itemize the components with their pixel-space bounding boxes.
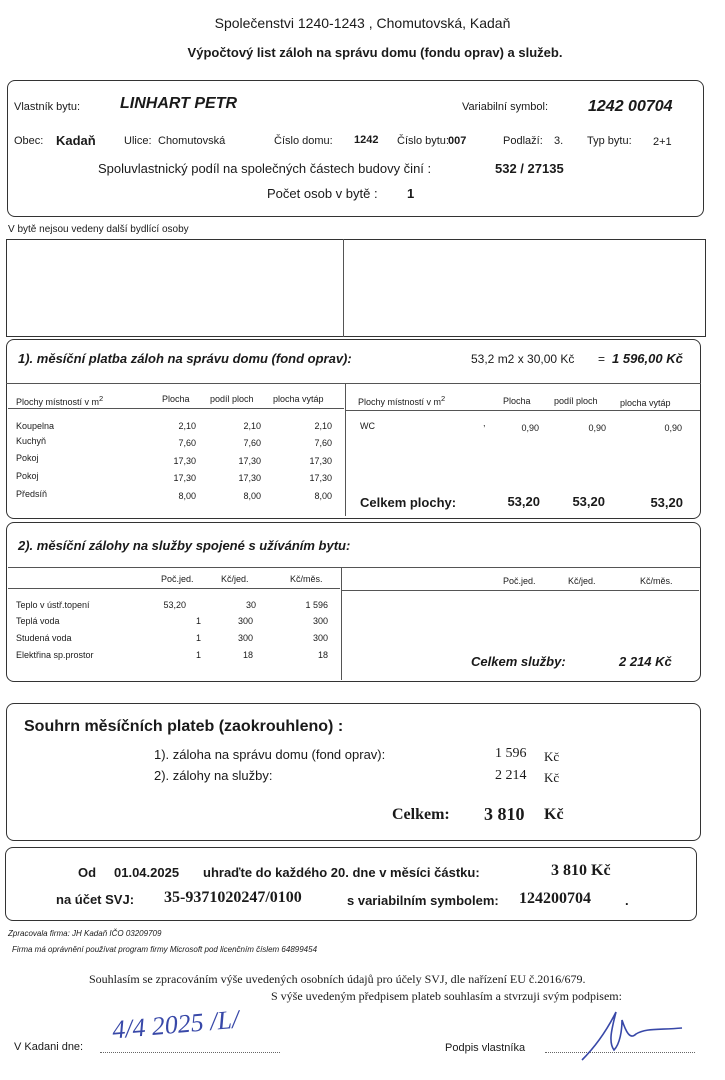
table-cell: 0,90 <box>588 423 606 433</box>
s1-hdr-plocha-right: Plocha <box>503 396 531 406</box>
celkem-plochy-label: Celkem plochy: <box>360 495 457 510</box>
section1-title: 1). měsíční platba záloh na správu domu (fond oprav): <box>18 351 352 366</box>
table-cell: 1 <box>195 616 201 626</box>
summary-line2-currency: Kč <box>544 770 560 785</box>
cislo-bytu-label: Číslo bytu: <box>397 135 449 147</box>
podlazi-value: 3. <box>554 135 564 147</box>
table-cell: 8,00 <box>243 491 261 501</box>
table-cell: 300 <box>237 633 253 643</box>
section2-title: 2). měsíční zálohy na služby spojené s užíváním bytu: <box>18 538 351 553</box>
page-title: Výpočtový list záloh na správu domu (fondu oprav) a služeb. <box>187 45 563 60</box>
payment-vs-value: 124200704 <box>519 890 591 907</box>
podlazi-label: Podlaží: <box>503 135 543 147</box>
section2-vdivider <box>341 568 342 680</box>
table-cell: 7,60 <box>178 438 196 448</box>
payment-vs-label: s variabilním symbolem: <box>347 893 499 908</box>
summary-line1-label: 1). záloha na správu domu (fond oprav): <box>154 747 386 762</box>
ucet-label: na účet SVJ: <box>56 892 135 907</box>
s2-right-header-line <box>342 590 699 591</box>
other-persons-box <box>6 239 706 337</box>
summary-celkem-currency: Kč <box>544 806 564 823</box>
other-persons-label: V bytě nejsou vedeny další bydlící osoby <box>8 224 189 235</box>
payment-text: uhraďte do každého 20. dne v měsíci částku: <box>203 865 480 880</box>
owner-label: Vlastník bytu: <box>14 101 81 113</box>
od-label: Od <box>78 865 97 880</box>
s1-hdr-podil-left: podíl ploch <box>210 394 254 404</box>
s1-hdr-room-left-sup: 2 <box>99 394 104 403</box>
table-row: Pokoj <box>16 471 39 481</box>
table-row: Pokoj <box>16 453 39 463</box>
table-row: Koupelna <box>16 421 55 431</box>
table-cell: 0,90 <box>521 423 539 433</box>
table-cell: 17,30 <box>238 456 261 466</box>
podpis-label: Podpis vlastníka <box>445 1042 526 1054</box>
s2-left-header-line <box>8 588 340 589</box>
typ-value: 2+1 <box>653 136 672 148</box>
table-cell: 1 <box>195 650 201 660</box>
podil-value: 532 / 27135 <box>495 161 564 176</box>
s1-hdr-vytap-left: plocha vytáp <box>273 394 324 404</box>
s2-hdr-poc-left: Poč.jed. <box>161 574 194 584</box>
table-cell: 2,10 <box>178 421 196 431</box>
consent-line1: Souhlasím se zpracováním výše uvedených osobních údajů pro účely SVJ, dle nařízení EU č.2016/679. <box>89 972 586 986</box>
table-cell: 8,00 <box>314 491 332 501</box>
table-row: Teplá voda <box>16 616 60 626</box>
s2-hdr-kc-left: Kč/jed. <box>221 574 249 584</box>
payment-dot: . <box>625 893 629 908</box>
s1-left-header-line <box>8 408 344 409</box>
summary-line2-value: 2 214 <box>495 768 527 783</box>
tick-mark: , <box>483 418 486 428</box>
cislo-domu-label: Číslo domu: <box>274 135 333 147</box>
s2-hdr-poc-right: Poč.jed. <box>503 576 536 586</box>
other-persons-divider <box>343 239 344 337</box>
table-cell: 17,30 <box>309 473 332 483</box>
table-cell: 2,10 <box>243 421 261 431</box>
celkem-podil: 53,20 <box>572 494 605 509</box>
od-date: 01.04.2025 <box>114 865 180 880</box>
summary-celkem-value: 3 810 <box>484 804 525 824</box>
typ-label: Typ bytu: <box>587 135 632 147</box>
s1-right-header-line <box>346 410 700 411</box>
s1-hdr-room-left <box>16 394 103 407</box>
s1-hdr-room-right-sup: 2 <box>441 394 446 403</box>
kadan-label: V Kadani dne: <box>14 1041 84 1053</box>
ulice-value: Chomutovská <box>158 135 226 147</box>
celkem-sluzby-value: 2 214 Kč <box>619 654 672 669</box>
cislo-bytu-value: 007 <box>448 135 467 147</box>
table-cell: 18 <box>242 650 253 660</box>
table-row: Kuchyň <box>16 436 47 446</box>
table-row: Teplo v ústř.topení <box>16 600 90 610</box>
table-cell: 18 <box>317 650 328 660</box>
section2-divider <box>8 567 700 568</box>
osob-value: 1 <box>407 186 415 201</box>
cislo-domu-value: 1242 <box>354 134 379 146</box>
s2-hdr-mes-left: Kč/měs. <box>290 574 323 584</box>
vs-value: 1242 00704 <box>588 98 673 115</box>
s1-hdr-plocha-left: Plocha <box>162 394 190 404</box>
payment-amount: 3 810 Kč <box>551 862 611 879</box>
date-dotted-line <box>100 1052 280 1053</box>
osob-label: Počet osob v bytě : <box>267 186 378 201</box>
obec-value: Kadaň <box>56 133 96 148</box>
table-cell: 2,10 <box>314 421 332 431</box>
table-cell: 17,30 <box>238 473 261 483</box>
zpracovala: Zpracovala firma: JH Kadaň IČO 03209709 <box>8 929 162 938</box>
s1-hdr-room-right <box>358 394 445 407</box>
table-cell: 1 <box>195 633 201 643</box>
celkem-sluzby-label: Celkem služby: <box>471 654 566 669</box>
s1-hdr-room-left-text: Plochy místností v m <box>16 397 100 407</box>
payment-box <box>5 847 697 921</box>
ulice-label: Ulice: <box>124 135 152 147</box>
table-cell: 17,30 <box>173 456 196 466</box>
table-row: Elektřina sp.prostor <box>16 650 94 660</box>
owner-signature <box>578 1006 688 1066</box>
table-cell: 30 <box>245 600 256 610</box>
s1-hdr-vytap-right: plocha vytáp <box>620 398 671 408</box>
section1-total: 1 596,00 Kč <box>612 351 683 366</box>
table-cell: 7,60 <box>314 438 332 448</box>
summary-line1-currency: Kč <box>544 749 560 764</box>
owner-name: LINHART PETR <box>120 95 238 112</box>
celkem-vytap: 53,20 <box>650 495 683 510</box>
table-cell: 53,20 <box>163 600 186 610</box>
table-cell: 8,00 <box>178 491 196 501</box>
licence: Firma má oprávnění používat program firmy Microsoft pod licenčním číslem 64899454 <box>12 945 318 954</box>
s1-hdr-podil-right: podíl ploch <box>554 396 598 406</box>
table-cell: 0,90 <box>664 423 682 433</box>
table-row: Předsíň <box>16 489 48 499</box>
table-row: Studená voda <box>16 633 72 643</box>
summary-line1-value: 1 596 <box>495 746 527 761</box>
ucet-value: 35-9371020247/0100 <box>164 889 302 906</box>
table-cell: 300 <box>312 616 328 626</box>
s2-hdr-kc-right: Kč/jed. <box>568 576 596 586</box>
s1-hdr-room-right-text: Plochy místností v m <box>358 397 442 407</box>
section1-vdivider <box>345 384 346 516</box>
table-row: WC <box>360 421 375 431</box>
summary-celkem-label: Celkem: <box>392 806 450 823</box>
consent-line2: S výše uvedeným předpisem plateb souhlasím a stvrzuji svým podpisem: <box>271 989 622 1003</box>
summary-line2-label: 2). zálohy na služby: <box>154 768 273 783</box>
section1-divider <box>6 383 701 384</box>
table-cell: 17,30 <box>309 456 332 466</box>
table-cell: 7,60 <box>243 438 261 448</box>
table-cell: 1 596 <box>305 600 328 610</box>
table-cell: 300 <box>312 633 328 643</box>
table-cell: 300 <box>237 616 253 626</box>
section1-eq: = <box>598 352 606 366</box>
obec-label: Obec: <box>14 135 44 147</box>
handwritten-date: 4/4 2025 /L/ <box>110 1004 241 1045</box>
podil-label: Spoluvlastnický podíl na společných částech budovy činí : <box>98 161 432 176</box>
vs-label: Variabilní symbol: <box>462 101 548 113</box>
s2-hdr-mes-right: Kč/měs. <box>640 576 673 586</box>
table-cell: 17,30 <box>173 473 196 483</box>
celkem-plocha: 53,20 <box>507 494 540 509</box>
section1-calc: 53,2 m2 x 30,00 Kč <box>471 352 575 366</box>
summary-title: Souhrn měsíčních plateb (zaokrouhleno) : <box>24 718 344 735</box>
org-title: Společenstvi 1240-1243 , Chomutovská, Kadaň <box>214 15 511 31</box>
